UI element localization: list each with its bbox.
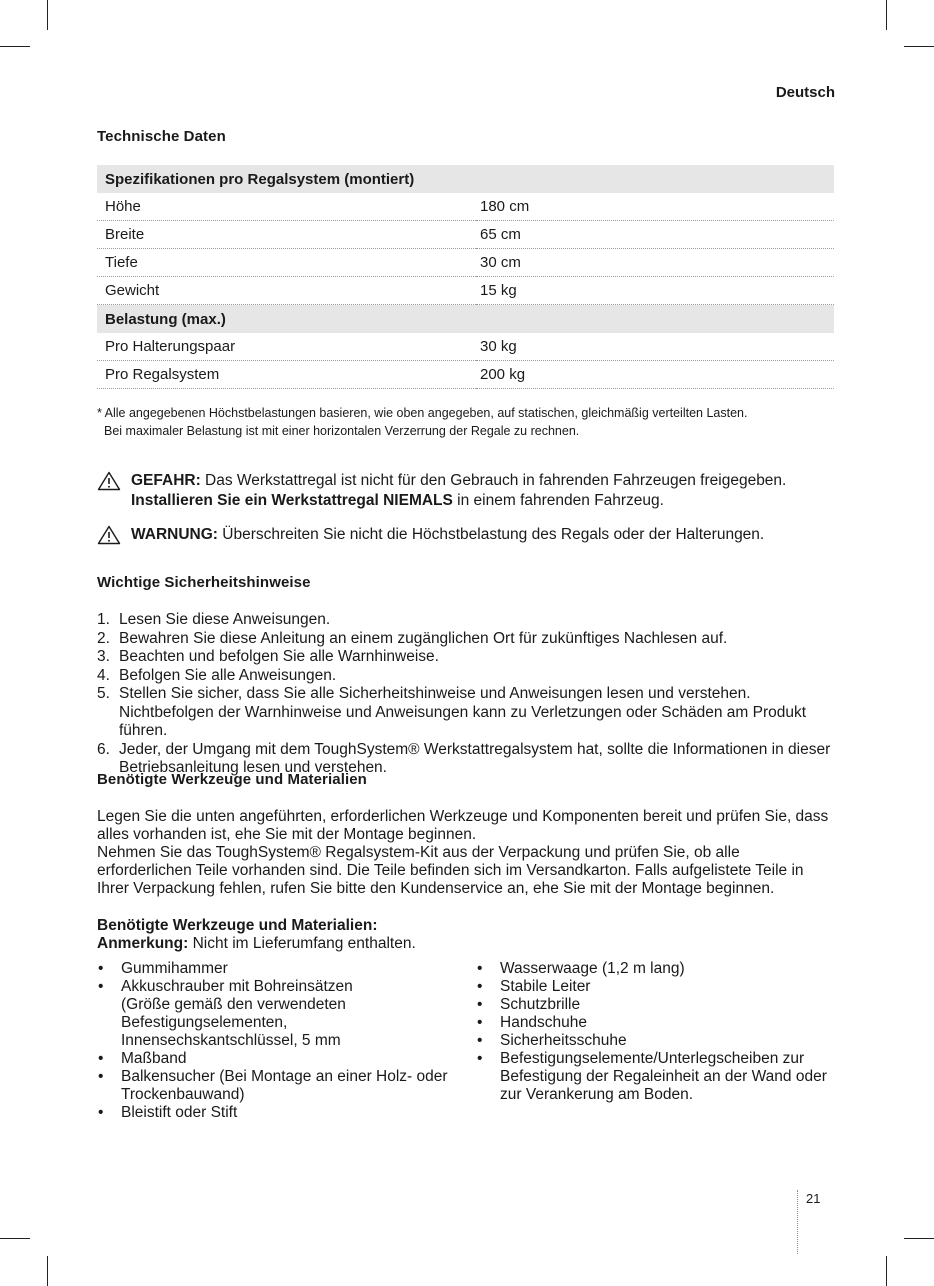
list-text: Balkensucher (Bei Montage an einer Holz- oder Trockenbauwand) xyxy=(121,1068,448,1103)
list-item xyxy=(97,667,837,686)
list-text: Schutzbrille xyxy=(500,996,581,1013)
section-title-tech: Technische Daten xyxy=(97,128,226,145)
danger-text-2: in einem fahrenden Fahrzeug. xyxy=(452,492,664,509)
load-header: Belastung (max.) xyxy=(97,305,834,334)
warning-label: WARNUNG: xyxy=(131,526,218,543)
list-item xyxy=(97,978,467,1050)
list-item xyxy=(97,630,837,649)
spec-table xyxy=(97,165,834,389)
table-row xyxy=(97,193,834,221)
table-row xyxy=(97,361,834,389)
table-row xyxy=(97,333,834,361)
spec-value: 65 cm xyxy=(476,221,834,249)
list-text: Sicherheitsschuhe xyxy=(500,1032,627,1049)
crop-mark xyxy=(47,1256,48,1286)
table-row xyxy=(97,277,834,305)
list-item xyxy=(476,1032,838,1050)
list-number: 2. xyxy=(97,629,110,647)
list-item xyxy=(97,648,837,667)
spec-label: Breite xyxy=(97,221,476,249)
spec-header-row xyxy=(97,165,834,193)
list-item xyxy=(97,960,467,978)
load-value: 30 kg xyxy=(476,333,834,361)
safety-list xyxy=(97,611,837,778)
footnote-line-2: Bei maximaler Belastung ist mit einer horizontalen Verzerrung der Regale zu rechnen. xyxy=(104,424,580,438)
list-item xyxy=(476,1050,838,1104)
bullet: • xyxy=(477,1032,483,1049)
load-header-row xyxy=(97,305,834,334)
list-text: Handschuhe xyxy=(500,1014,588,1031)
list-text: Stabile Leiter xyxy=(500,978,591,995)
list-text: Wasserwaage (1,2 m lang) xyxy=(500,960,685,977)
spec-header: Spezifikationen pro Regalsystem (montiert) xyxy=(97,165,834,193)
list-item xyxy=(476,996,838,1014)
spec-label: Gewicht xyxy=(97,277,476,305)
list-number: 5. xyxy=(97,685,110,702)
crop-mark xyxy=(886,0,887,30)
language-label: Deutsch xyxy=(775,84,835,101)
list-item xyxy=(97,685,837,741)
list-number: 4. xyxy=(97,666,110,684)
warning-triangle-icon xyxy=(97,525,121,545)
table-row xyxy=(97,249,834,277)
crop-mark xyxy=(0,46,30,47)
spec-label: Tiefe xyxy=(97,249,476,277)
bullet: • xyxy=(477,996,483,1013)
section-title-tools: Benötigte Werkzeuge und Materialien xyxy=(97,771,367,788)
list-item xyxy=(97,1050,467,1068)
crop-mark xyxy=(904,1238,934,1239)
list-text: Jeder, der Umgang mit dem ToughSystem® Werkstattregalsystem hat, sollte die Informationen in dieser Betriebsanleitung lesen und verstehen. xyxy=(119,740,831,776)
list-text: Stellen Sie sicher, dass Sie alle Sicherheitshinweise und Anweisungen lesen und verstehen. Nichtbefolgen der Warnhinweise und Anweisungen kann zu Verletzungen oder Schäden am Produkt führen. xyxy=(119,685,807,739)
crop-mark xyxy=(0,1238,30,1239)
danger-label: GEFAHR: xyxy=(131,472,201,489)
list-text: Befolgen Sie alle Anweisungen. xyxy=(119,666,337,684)
danger-emphasis: Installieren Sie ein Werkstattregal NIEMALS xyxy=(131,492,453,509)
bullet: • xyxy=(98,1104,104,1121)
tools-list-left xyxy=(97,960,467,1122)
list-text: Maßband xyxy=(121,1050,187,1067)
warning-triangle-icon xyxy=(97,471,121,491)
list-text: Gummihammer xyxy=(121,960,228,977)
tools-paragraph-1: Legen Sie die unten angeführten, erforderlichen Werkzeuge und Komponenten bereit und prüfen Sie, dass alles vorhanden ist, ehe Sie mit der Montage beginnen. xyxy=(97,808,829,843)
list-text: Bewahren Sie diese Anleitung an einem zugänglichen Ort für zukünftiges Nachlesen auf. xyxy=(119,629,728,647)
bullet: • xyxy=(98,1068,104,1085)
bullet: • xyxy=(98,960,104,977)
list-text: Beachten und befolgen Sie alle Warnhinweise. xyxy=(119,648,439,665)
tools-list-right xyxy=(476,960,838,1104)
list-text: Befestigungselemente/Unterlegscheiben zur Befestigung der Regaleinheit an der Wand oder zur Verankerung am Boden. xyxy=(500,1050,827,1103)
list-number: 3. xyxy=(97,648,110,665)
note-label: Anmerkung: xyxy=(97,935,189,952)
note-text: Nicht im Lieferumfang enthalten. xyxy=(188,935,416,952)
bullet: • xyxy=(98,1050,104,1067)
danger-notice xyxy=(97,471,831,511)
danger-text: Das Werkstattregal ist nicht für den Gebrauch in fahrenden Fahrzeugen freigegeben. xyxy=(200,472,787,489)
load-value: 200 kg xyxy=(476,361,834,389)
page-number-rule xyxy=(797,1190,798,1254)
list-text: Bleistift oder Stift xyxy=(121,1104,238,1121)
bullet: • xyxy=(477,978,483,995)
list-item xyxy=(476,960,838,978)
table-row xyxy=(97,221,834,249)
bullet: • xyxy=(98,978,104,995)
warning-text: Überschreiten Sie nicht die Höchstbelastung des Regals oder der Halterungen. xyxy=(217,526,765,543)
list-item xyxy=(97,1068,467,1104)
spec-label: Höhe xyxy=(97,193,476,221)
list-item xyxy=(97,1104,467,1122)
bullet: • xyxy=(477,960,483,977)
tools-intro xyxy=(97,808,837,898)
load-label: Pro Regalsystem xyxy=(97,361,476,389)
list-number: 1. xyxy=(97,611,110,628)
crop-mark xyxy=(886,1256,887,1286)
list-text: Lesen Sie diese Anweisungen. xyxy=(119,611,331,628)
footnote-line-1: * Alle angegebenen Höchstbelastungen basieren, wie oben angegeben, auf statischen, gleichmäßig verteilten Lasten. xyxy=(97,406,748,420)
section-title-safety: Wichtige Sicherheitshinweise xyxy=(97,574,311,591)
list-number: 6. xyxy=(97,740,110,758)
spec-value: 180 cm xyxy=(476,193,834,221)
list-item xyxy=(97,611,837,630)
list-item xyxy=(476,1014,838,1032)
list-item xyxy=(476,978,838,996)
bullet: • xyxy=(477,1014,483,1031)
crop-mark xyxy=(47,0,48,30)
warning-notice xyxy=(97,525,831,545)
spec-value: 30 cm xyxy=(476,249,834,277)
list-text: Akkuschrauber mit Bohreinsätzen (Größe gemäß den verwendeten Befestigungselementen, Innensechskantschlüssel, 5 mm xyxy=(121,978,353,1049)
footnote xyxy=(97,404,837,440)
crop-mark xyxy=(904,46,934,47)
tools-list-title: Benötigte Werkzeuge und Materialien: xyxy=(97,917,378,934)
tools-list-heading xyxy=(97,917,416,953)
bullet: • xyxy=(477,1050,483,1067)
page-number: 21 xyxy=(806,1191,821,1206)
spec-value: 15 kg xyxy=(476,277,834,305)
load-label: Pro Halterungspaar xyxy=(97,333,476,361)
tools-paragraph-2: Nehmen Sie das ToughSystem® Regalsystem-Kit aus der Verpackung und prüfen Sie, ob alle erforderlichen Teile vorhanden sind. Die Teile befinden sich im Versandkarton. Falls aufgelistete Teile in Ihrer Verpackung fehlen, rufen Sie bitte den Kundenservice an, ehe Sie mit der Montage beginnen. xyxy=(97,844,804,897)
